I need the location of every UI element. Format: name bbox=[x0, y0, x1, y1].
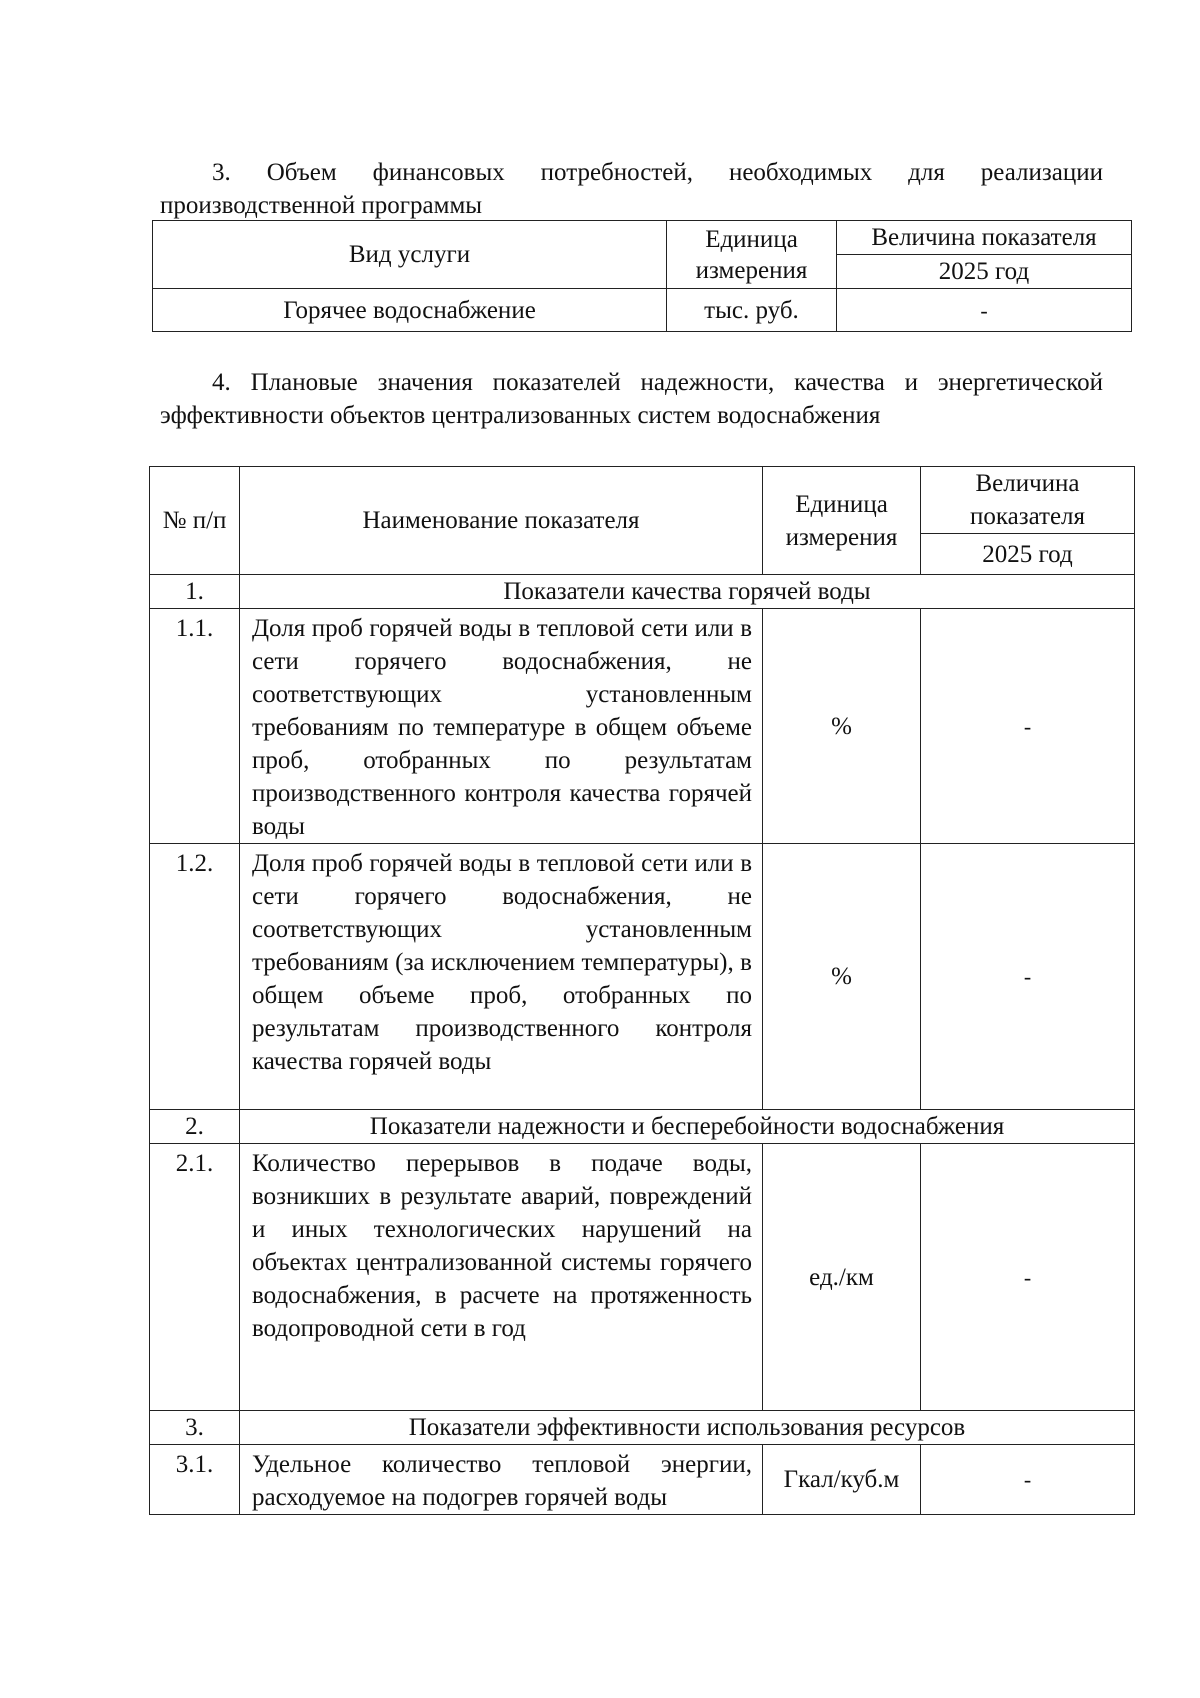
section4-heading-number: 4. bbox=[212, 369, 231, 396]
group-title: Показатели эффективности использования ресурсов bbox=[240, 1411, 1135, 1445]
group-title: Показатели качества горячей воды bbox=[240, 575, 1135, 609]
group-row bbox=[150, 1110, 1135, 1144]
item-value: - bbox=[921, 844, 1135, 1110]
table-row bbox=[150, 1144, 1135, 1411]
item-number: 1.2. bbox=[150, 844, 240, 1110]
table-row bbox=[150, 609, 1135, 844]
item-unit: ед./км bbox=[763, 1144, 921, 1411]
table-row bbox=[150, 844, 1135, 1110]
group-title: Показатели надежности и бесперебойности водоснабжения bbox=[240, 1110, 1135, 1144]
header-value: Величина показателя bbox=[921, 467, 1135, 534]
group-number: 2. bbox=[150, 1110, 240, 1144]
item-name: Удельное количество тепловой энергии, расходуемое на подогрев горячей воды bbox=[240, 1445, 763, 1515]
indicators-table bbox=[149, 466, 1135, 1515]
header-service: Вид услуги bbox=[153, 221, 667, 289]
item-unit: % bbox=[763, 844, 921, 1110]
cell-value: - bbox=[837, 289, 1132, 332]
header-value: Величина показателя bbox=[837, 221, 1132, 255]
header-number: № п/п bbox=[150, 467, 240, 575]
financial-needs-table bbox=[152, 220, 1132, 332]
item-unit: Гкал/куб.м bbox=[763, 1445, 921, 1515]
header-year: 2025 год bbox=[837, 255, 1132, 289]
group-number: 1. bbox=[150, 575, 240, 609]
item-unit: % bbox=[763, 609, 921, 844]
header-unit: Единица измерения bbox=[763, 467, 921, 575]
item-value: - bbox=[921, 1144, 1135, 1411]
item-number: 1.1. bbox=[150, 609, 240, 844]
group-row bbox=[150, 1411, 1135, 1445]
item-number: 3.1. bbox=[150, 1445, 240, 1515]
item-name: Доля проб горячей воды в тепловой сети или в сети горячего водоснабжения, не соответствующих установленным требованиям (за исключением температуры), в общем объеме проб, отобранных по результатам производственного контроля качества горячей воды bbox=[240, 844, 763, 1110]
cell-service: Горячее водоснабжение bbox=[153, 289, 667, 332]
group-row bbox=[150, 575, 1135, 609]
cell-unit: тыс. руб. bbox=[667, 289, 837, 332]
section3-heading bbox=[160, 156, 1103, 222]
item-value: - bbox=[921, 609, 1135, 844]
table-row bbox=[150, 1445, 1135, 1515]
section3-heading-text: Объем финансовых потребностей, необходимых для реализации производственной программы bbox=[160, 159, 1103, 219]
item-name: Доля проб горячей воды в тепловой сети или в сети горячего водоснабжения, не соответствующих установленным требованиям по температуре в общем объеме проб, отобранных по результатам производственного контроля качества горячей воды bbox=[240, 609, 763, 844]
section4-heading-text: Плановые значения показателей надежности, качества и энергетической эффективности объектов централизованных систем водоснабжения bbox=[160, 369, 1103, 429]
item-value: - bbox=[921, 1445, 1135, 1515]
section4-heading bbox=[160, 366, 1103, 432]
section3-heading-number: 3. bbox=[212, 159, 231, 186]
item-number: 2.1. bbox=[150, 1144, 240, 1411]
header-name: Наименование показателя bbox=[240, 467, 763, 575]
table-row bbox=[153, 289, 1132, 332]
header-year: 2025 год bbox=[921, 534, 1135, 575]
header-unit: Единица измерения bbox=[667, 221, 837, 289]
group-number: 3. bbox=[150, 1411, 240, 1445]
item-name: Количество перерывов в подаче воды, возникших в результате аварий, повреждений и иных технологических нарушений на объектах централизованной системы горячего водоснабжения, в расчете на протяженность водопроводной сети в год bbox=[240, 1144, 763, 1411]
